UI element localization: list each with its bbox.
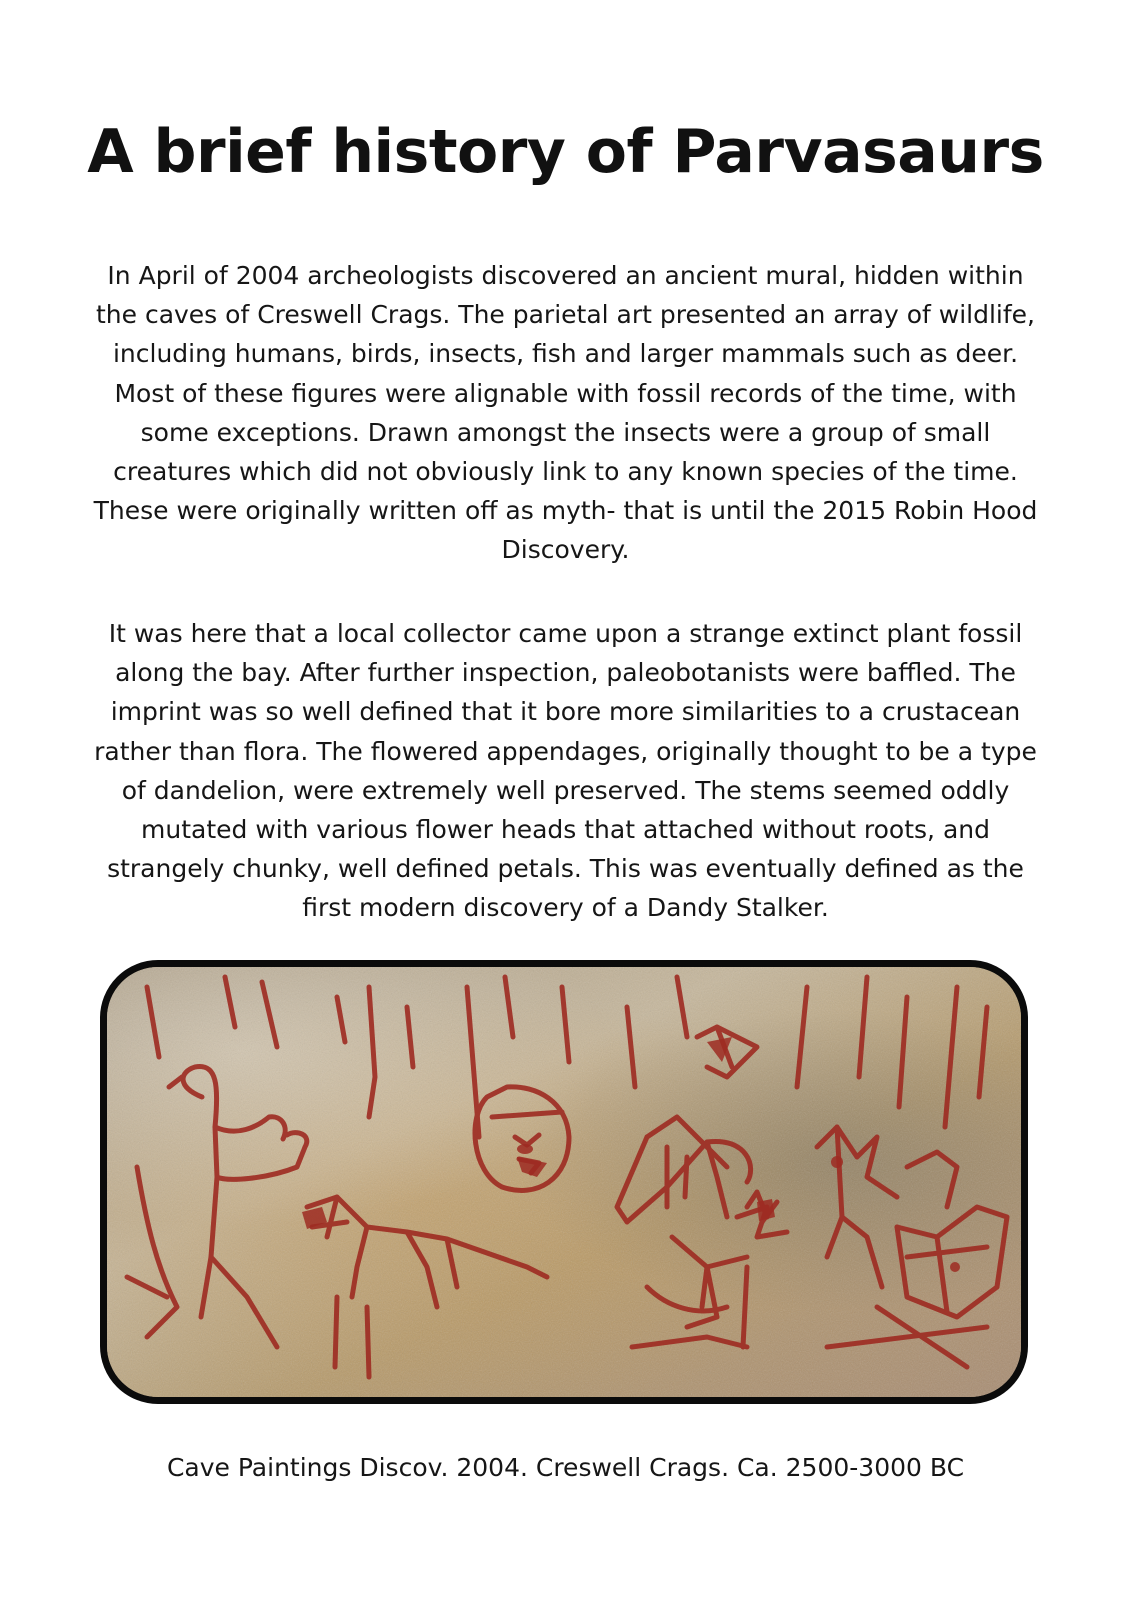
cave-painting-drawing xyxy=(107,967,1021,1397)
intro-paragraph: In April of 2004 archeologists discovered an ancient mural, hidden within the caves of Creswell Crags. The parietal art presented an array of wildlife, including humans, birds, insects, fish and larger mammals such as deer. Most of these figures were alignable with fossil records of the time, with some exceptions. Drawn amongst the insects were a group of small creatures which did not obviously link to any known species of the time. These were originally written off as myth- that is until the 2015 Robin Hood Discovery. xyxy=(93,261,1038,565)
page-title: A brief history of Parvasaurs xyxy=(87,117,1044,187)
image-caption: Cave Paintings Discov. 2004. Creswell Crags. Ca. 2500-3000 BC xyxy=(166,1453,965,1482)
discovery-paragraph: It was here that a local collector came upon a strange extinct plant fossil along the bay. After further inspection, paleobotanists were baffled. The imprint was so well defined that it bore more similarities to a crustacean rather than flora. The flowered appendages, originally thought to be a type of dandelion, were extremely well preserved. The stems seemed oddly mutated with various flower heads that attached without roots, and strangely chunky, well defined petals. This was eventually defined as the first modern discovery of a Dandy Stalker. xyxy=(94,619,1037,923)
cave-painting-image xyxy=(100,960,1028,1404)
